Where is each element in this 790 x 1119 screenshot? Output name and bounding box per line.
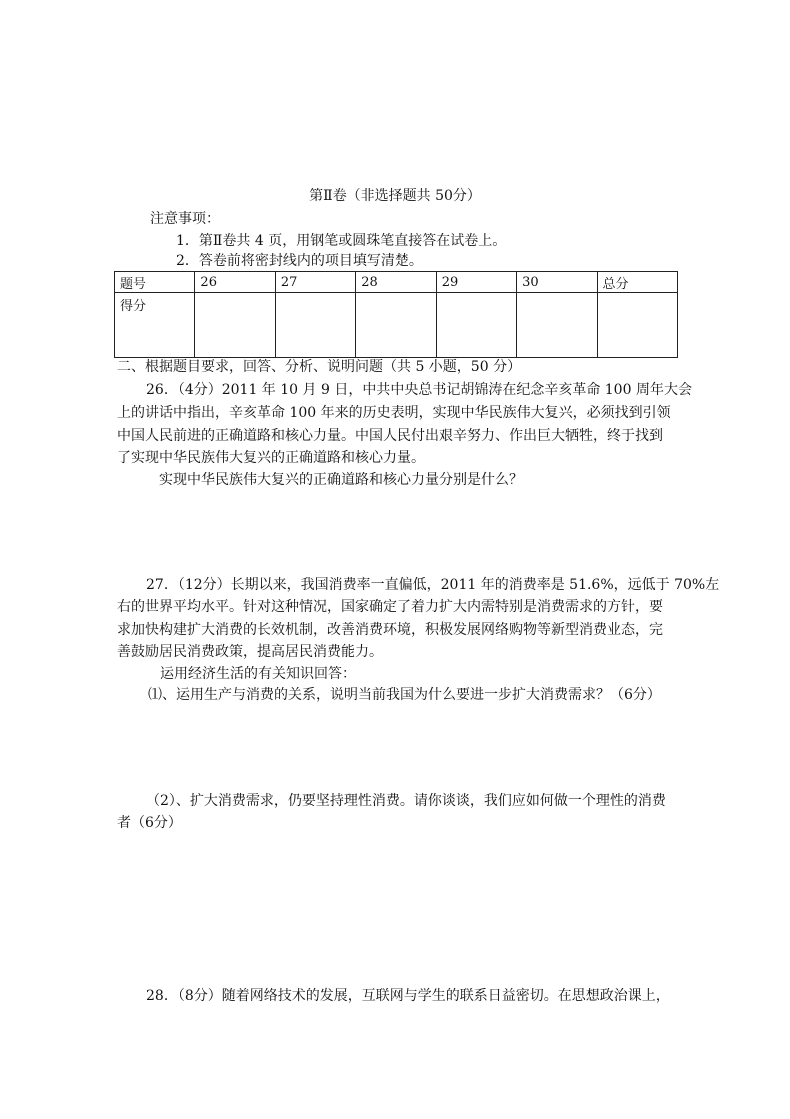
score-table-header-cell: 题号	[115, 272, 195, 293]
score-table-header-cell: 总分	[597, 272, 677, 293]
score-table-header-cell: 28	[356, 272, 436, 293]
score-table-header-cell: 27	[275, 272, 355, 293]
score-table-header-cell: 29	[436, 272, 516, 293]
q27-line-1: 27．（12分）长期以来，我国消费率一直偏低，2011 年的消费率是 51.6%，远低于 70%左	[146, 577, 720, 593]
q27-line-2: 右的世界平均水平。针对这种情况，国家确定了着力扩大内需特别是消费需求的方针，要	[117, 599, 663, 615]
score-table-header-cell: 30	[517, 272, 597, 293]
section-title: 第Ⅱ卷（非选择题共 50分）	[309, 188, 481, 204]
notice-item-1: 1．第Ⅱ卷共 4 页，用钢笔或圆珠笔直接答在试卷上。	[176, 233, 507, 249]
score-cell-30[interactable]	[517, 293, 597, 358]
score-table-row-label: 得分	[115, 293, 195, 358]
notice-heading: 注意事项：	[150, 211, 220, 227]
score-cell-total[interactable]	[597, 293, 677, 358]
q27-line-4: 善鼓励居民消费政策，提高居民消费能力。	[117, 644, 383, 660]
score-cell-28[interactable]	[356, 293, 436, 358]
score-table	[114, 271, 678, 358]
q27-sub2-line-1: （2）、扩大消费需求，仍要坚持理性消费。请你谈谈，我们应如何做一个理性的消费	[146, 793, 666, 809]
score-cell-27[interactable]	[275, 293, 355, 358]
q27-prompt: 运用经济生活的有关知识回答：	[160, 666, 356, 682]
section2-heading: 二、根据题目要求，回答、分析、说明问题（共 5 小题，50 分）	[117, 359, 522, 375]
score-table-header-cell: 26	[195, 272, 275, 293]
score-cell-29[interactable]	[436, 293, 516, 358]
q26-question: 实现中华民族伟大复兴的正确道路和核心力量分别是什么？	[159, 472, 523, 488]
q27-line-3: 求加快构建扩大消费的长效机制，改善消费环境，积极发展网络购物等新型消费业态，完	[117, 622, 663, 638]
score-cell-26[interactable]	[195, 293, 275, 358]
q28-line-1: 28．（8分）随着网络技术的发展，互联网与学生的联系日益密切。在思想政治课上，	[146, 988, 670, 1004]
q26-line-4: 了实现中华民族伟大复兴的正确道路和核心力量。	[117, 450, 425, 466]
notice-item-2: 2．答卷前将密封线内的项目填写清楚。	[176, 253, 423, 269]
q26-line-3: 中国人民前进的正确道路和核心力量。中国人民付出艰辛努力、作出巨大牺牲，终于找到	[117, 428, 663, 444]
q27-sub2-line-2: 者（6分）	[117, 815, 182, 831]
q26-line-2: 上的讲话中指出，辛亥革命 100 年来的历史表明，实现中华民族伟大复兴，必须找到引领	[117, 405, 671, 421]
q26-line-1: 26．（4分）2011 年 10 月 9 日，中共中央总书记胡锦涛在纪念辛亥革命 100 周年大会	[146, 382, 692, 398]
q27-sub1: ⑴、运用生产与消费的关系，说明当前我国为什么要进一步扩大消费需求？（6分）	[148, 687, 661, 703]
